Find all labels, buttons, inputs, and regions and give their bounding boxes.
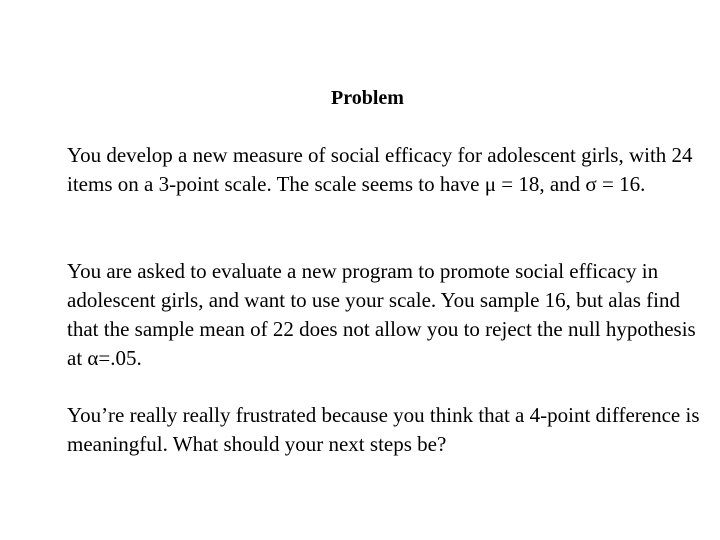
paragraph-measure: You develop a new measure of social efficacy for adolescent girls, with 24 items on a 3-point scale. The scale seems to have μ = 18, and σ = 16.	[67, 143, 693, 196]
paragraph-program: You are asked to evaluate a new program to promote social efficacy in adolescent girls, and want to use your scale. You sample 16, but alas find that the sample mean of 22 does not allow you to reject the null hypothesis at α=.05.	[67, 259, 696, 370]
slide-title: Problem	[331, 87, 404, 109]
paragraph-question: You’re really really frustrated because you think that a 4-point difference is meaningful. What should your next steps be?	[67, 403, 700, 456]
